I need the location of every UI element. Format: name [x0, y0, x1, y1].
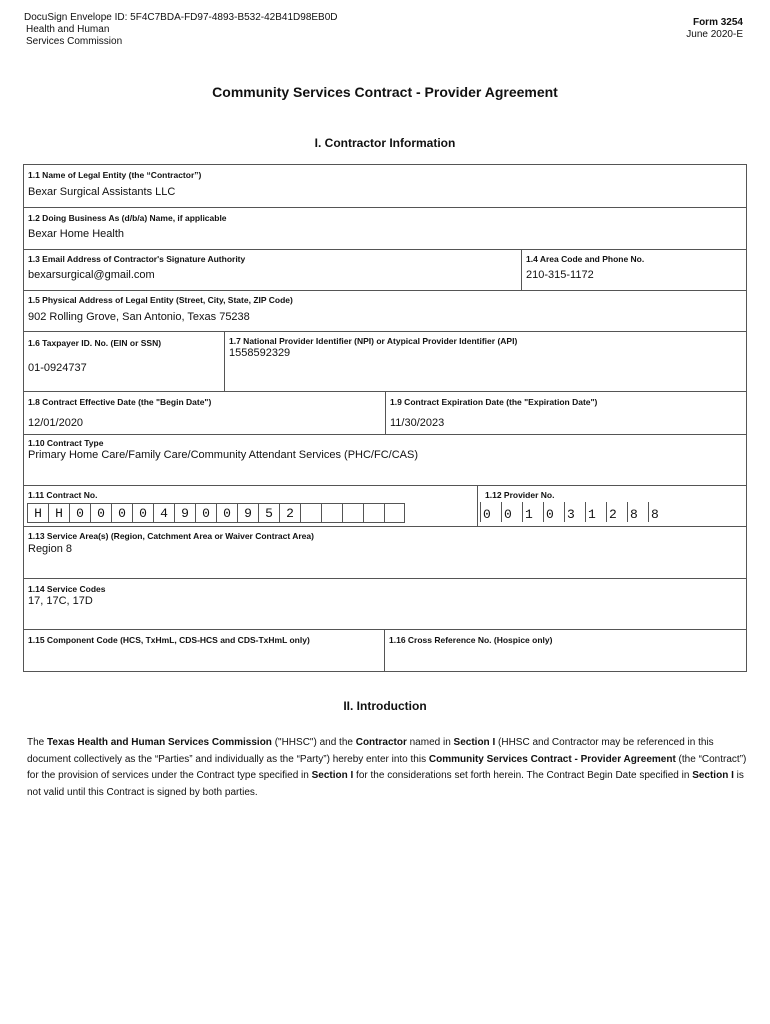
- field-value-service-codes[interactable]: 17, 17C, 17D: [28, 595, 93, 607]
- intro-bold-section: Section I: [311, 770, 354, 781]
- intro-bold-section: Section I: [692, 770, 734, 781]
- intro-text: for the considerations set forth herein. The Contract Begin Date specified in: [353, 770, 693, 781]
- digit-box[interactable]: 1: [522, 502, 543, 522]
- agency-name-line2: Services Commission: [26, 36, 123, 47]
- field-value-phone[interactable]: 210-315-1172: [526, 269, 594, 281]
- field-label-1-12: 1.12 Provider No.: [485, 490, 555, 500]
- row-service-codes: [24, 579, 746, 630]
- row-legal-entity: [24, 165, 746, 208]
- introduction-paragraph: [27, 735, 747, 801]
- digit-box[interactable]: 4: [153, 503, 174, 523]
- digit-box[interactable]: [300, 503, 321, 523]
- field-value-expiration-date[interactable]: 11/30/2023: [390, 417, 445, 429]
- field-value-npi[interactable]: 1558592329: [229, 347, 291, 359]
- digit-box[interactable]: 0: [195, 503, 216, 523]
- digit-box[interactable]: [363, 503, 384, 523]
- field-value-email[interactable]: bexarsurgical@gmail.com: [28, 269, 155, 281]
- digit-box[interactable]: 3: [564, 502, 585, 522]
- intro-text: (the “Contract”) for the provision of services under the Contract type specified in: [27, 753, 747, 781]
- agency-name-line1: Health and Human: [26, 24, 110, 35]
- row-dates: [24, 392, 746, 435]
- document-header-right: [686, 17, 743, 41]
- field-value-service-area[interactable]: Region 8: [28, 543, 73, 555]
- form-number: Form 3254: [692, 17, 743, 28]
- intro-bold-hhsc: Texas Health and Human Services Commission: [47, 737, 272, 748]
- divider: [477, 486, 478, 527]
- field-label-1-5: 1.5 Physical Address of Legal Entity (Street, City, State, ZIP Code): [28, 295, 293, 305]
- digit-box[interactable]: 0: [216, 503, 237, 523]
- field-label-1-7: 1.7 National Provider Identifier (NPI) or Atypical Provider Identifier (API): [229, 336, 518, 346]
- form-date: June 2020-E: [686, 29, 743, 40]
- digit-box[interactable]: 8: [648, 502, 669, 522]
- contractor-information-table: [23, 164, 747, 672]
- field-label-1-14: 1.14 Service Codes: [28, 584, 106, 594]
- digit-box[interactable]: [342, 503, 363, 523]
- field-label-1-15: 1.15 Component Code (HCS, TxHmL, CDS-HCS and CDS-TxHmL only): [28, 635, 310, 645]
- field-label-1-3: 1.3 Email Address of Contractor's Signature Authority: [28, 254, 246, 264]
- digit-box[interactable]: 5: [258, 503, 279, 523]
- field-label-1-4: 1.4 Area Code and Phone No.: [526, 254, 645, 264]
- digit-box[interactable]: [321, 503, 342, 523]
- document-header-left: [24, 12, 338, 48]
- provider-number-boxes[interactable]: [480, 502, 669, 522]
- row-component-crossref: [24, 630, 746, 671]
- digit-box[interactable]: 0: [543, 502, 564, 522]
- digit-box[interactable]: 0: [111, 503, 132, 523]
- field-value-dba[interactable]: Bexar Home Health: [28, 228, 124, 240]
- digit-box[interactable]: 9: [237, 503, 258, 523]
- intro-bold-contractor: Contractor: [355, 737, 407, 748]
- intro-bold-contract-name: Community Services Contract - Provider Agreement: [428, 753, 676, 765]
- intro-text: is not valid until this Contract is signed by both parties.: [27, 770, 744, 798]
- document-title: Community Services Contract - Provider Agreement: [212, 84, 558, 100]
- intro-bold-section: Section I: [453, 737, 496, 748]
- digit-box[interactable]: [384, 503, 405, 523]
- field-label-1-16: 1.16 Cross Reference No. (Hospice only): [389, 635, 553, 645]
- row-contract-provider-no: [24, 486, 746, 527]
- field-value-taxpayer-id[interactable]: 01-0924737: [28, 362, 87, 374]
- digit-box[interactable]: 8: [627, 502, 648, 522]
- digit-box[interactable]: 1: [585, 502, 606, 522]
- digit-box[interactable]: 2: [279, 503, 300, 523]
- intro-text: named in: [406, 737, 454, 748]
- digit-box[interactable]: H: [48, 503, 69, 523]
- contract-number-boxes[interactable]: [27, 503, 405, 523]
- field-value-begin-date[interactable]: 12/01/2020: [28, 417, 84, 429]
- field-label-1-1: 1.1 Name of Legal Entity (the “Contractor”): [28, 170, 202, 180]
- field-label-1-9: 1.9 Contract Expiration Date (the "Expiration Date"): [390, 397, 598, 407]
- field-label-1-2: 1.2 Doing Business As (d/b/a) Name, if applicable: [28, 213, 227, 223]
- row-tax-npi: [24, 332, 746, 392]
- envelope-id: DocuSign Envelope ID: 5F4C7BDA-FD97-4893-B532-42B41D98EB0D: [24, 12, 338, 23]
- digit-box[interactable]: 0: [90, 503, 111, 523]
- section-1-title: I. Contractor Information: [314, 136, 456, 150]
- field-label-1-10: 1.10 Contract Type: [28, 438, 104, 448]
- digit-box[interactable]: 0: [132, 503, 153, 523]
- digit-box[interactable]: 0: [501, 502, 522, 522]
- field-value-legal-entity[interactable]: Bexar Surgical Assistants LLC: [28, 186, 176, 198]
- section-2-title: II. Introduction: [343, 699, 427, 713]
- field-label-1-6: 1.6 Taxpayer ID. No. (EIN or SSN): [28, 338, 162, 348]
- digit-box[interactable]: 9: [174, 503, 195, 523]
- row-service-area: [24, 527, 746, 579]
- row-contract-type: [24, 435, 746, 486]
- intro-text: (HHSC and Contractor may be referenced in this document collectively as the “Parties” and individually as the “Party”) hereby enter into this: [27, 737, 714, 765]
- row-email-phone: [24, 250, 746, 291]
- digit-box[interactable]: H: [27, 503, 48, 523]
- field-value-address[interactable]: 902 Rolling Grove, San Antonio, Texas 75238: [28, 311, 250, 323]
- digit-box[interactable]: 0: [480, 502, 501, 522]
- field-label-1-13: 1.13 Service Area(s) (Region, Catchment Area or Waiver Contract Area): [28, 531, 314, 541]
- field-label-1-11: 1.11 Contract No.: [28, 490, 98, 500]
- row-dba: [24, 208, 746, 250]
- field-label-1-8: 1.8 Contract Effective Date (the "Begin Date"): [28, 397, 212, 407]
- intro-text: The: [27, 737, 48, 748]
- field-value-contract-type[interactable]: Primary Home Care/Family Care/Community Attendant Services (PHC/FC/CAS): [28, 449, 418, 461]
- intro-text: ("HHSC") and the: [271, 737, 356, 748]
- digit-box[interactable]: 0: [69, 503, 90, 523]
- digit-box[interactable]: 2: [606, 502, 627, 522]
- row-address: [24, 291, 746, 332]
